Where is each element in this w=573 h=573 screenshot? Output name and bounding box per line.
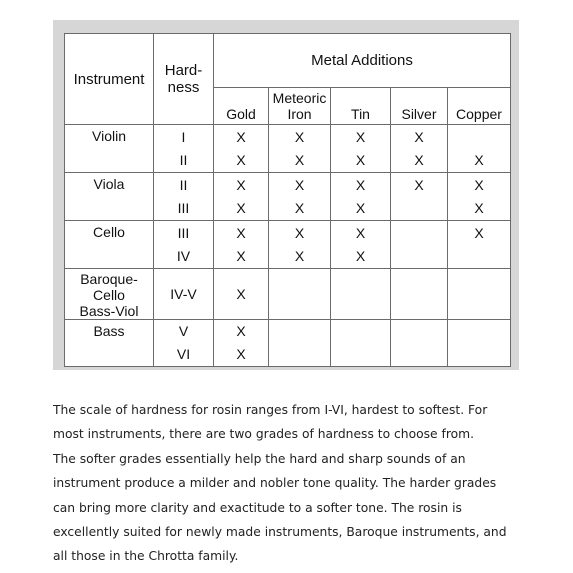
metal-cell — [331, 221, 391, 269]
instrument-cell — [65, 173, 154, 221]
metal-mark: X — [474, 151, 484, 168]
instrument-name: Cello — [93, 224, 125, 240]
metal-cell — [331, 320, 391, 367]
header-metal-label: Gold — [226, 106, 256, 122]
table-row — [65, 269, 511, 320]
header-instrument — [65, 34, 154, 125]
instrument-name: Cello — [93, 287, 125, 303]
metal-mark: X — [355, 247, 366, 264]
metal-cell — [391, 221, 448, 269]
metal-mark: X — [355, 128, 366, 145]
metal-cell — [269, 221, 331, 269]
instrument-cell — [65, 125, 154, 173]
metal-mark: X — [294, 128, 305, 145]
metal-cell — [214, 269, 269, 320]
hardness-grade: III — [177, 224, 190, 241]
header-hardness-line1: Hard- — [164, 62, 203, 79]
description-paragraph — [53, 398, 523, 569]
instrument-name: Bass — [93, 323, 125, 339]
metal-mark: X — [236, 224, 246, 241]
metal-mark: X — [236, 151, 246, 168]
metal-cell — [214, 320, 269, 367]
metal-cell — [214, 173, 269, 221]
hardness-grade: II — [179, 176, 188, 193]
table-row — [65, 173, 511, 221]
hardness-grade: I — [181, 128, 186, 145]
hardness-cell — [154, 125, 214, 173]
metal-cell — [214, 221, 269, 269]
description-line: The softer grades essentially help the hard and sharp sounds of an — [53, 451, 466, 466]
metal-mark: X — [294, 176, 305, 193]
header-metal-additions — [214, 34, 511, 88]
hardness-grade: IV — [176, 247, 191, 264]
hardness-cell — [154, 269, 214, 320]
metal-cell — [331, 269, 391, 320]
metal-cell — [269, 320, 331, 367]
metal-mark: X — [474, 176, 484, 193]
table-frame — [53, 20, 519, 370]
table-row — [65, 221, 511, 269]
hardness-grade: V — [178, 323, 189, 339]
header-hardness — [154, 34, 214, 125]
header-hardness-line2: ness — [167, 79, 200, 96]
metal-cell — [391, 269, 448, 320]
hardness-grade: III — [177, 199, 190, 216]
metal-mark: X — [294, 247, 305, 264]
description-line: The scale of hardness for rosin ranges from I-VI, hardest to softest. For — [53, 403, 488, 417]
metal-mark: X — [236, 323, 246, 339]
header-metal-label-line2: Iron — [287, 106, 312, 122]
instrument-name: Viola — [93, 176, 125, 192]
metal-mark: X — [236, 176, 246, 193]
header-metal-label: Tin — [351, 106, 370, 122]
metal-mark: X — [236, 199, 246, 216]
header-metal-label: Silver — [401, 106, 437, 122]
metal-cell — [269, 125, 331, 173]
header-instrument-label: Instrument — [73, 70, 145, 88]
metal-cell — [391, 173, 448, 221]
description-line: instrument produce a milder and nobler tone quality. The harder grades — [53, 476, 497, 491]
header-metal-1 — [269, 88, 331, 125]
metal-cell — [214, 125, 269, 173]
metal-cell — [448, 320, 511, 367]
metal-mark: X — [236, 346, 246, 362]
metal-mark: X — [414, 176, 424, 193]
metal-cell — [391, 320, 448, 367]
metal-cell — [391, 125, 448, 173]
hardness-cell — [154, 173, 214, 221]
metal-mark: X — [355, 224, 366, 241]
metal-mark: X — [294, 151, 305, 168]
description-line: excellently suited for newly made instruments, Baroque instruments, and — [53, 525, 507, 540]
metal-mark: X — [236, 247, 246, 264]
header-metal-label: Copper — [456, 106, 502, 122]
metal-mark: X — [355, 176, 366, 193]
metal-mark: X — [474, 199, 484, 216]
hardness-grade: II — [179, 151, 188, 168]
hardness-grade: VI — [176, 346, 191, 362]
instrument-name: Baroque- — [80, 271, 138, 287]
instrument-cell — [65, 221, 154, 269]
metal-mark: X — [414, 128, 424, 145]
metal-cell — [448, 173, 511, 221]
metal-mark: X — [474, 224, 484, 241]
metal-cell — [331, 173, 391, 221]
header-metal-label: Meteoric — [272, 90, 327, 106]
metal-cell — [269, 173, 331, 221]
table-row — [65, 125, 511, 173]
metal-cell — [448, 125, 511, 173]
header-metal-additions-label: Metal Additions — [311, 52, 413, 69]
instrument-name: Violin — [92, 128, 126, 144]
table-row — [65, 320, 511, 367]
metal-cell — [448, 221, 511, 269]
metal-mark: X — [236, 285, 246, 302]
metal-mark: X — [414, 151, 424, 168]
metal-mark: X — [294, 199, 305, 216]
description-line: most instruments, there are two grades of hardness to choose from. — [53, 427, 475, 442]
metal-mark: X — [355, 199, 366, 216]
metal-cell — [269, 269, 331, 320]
metal-cell — [331, 125, 391, 173]
description-line: all those in the Chrotta family. — [53, 549, 239, 564]
header-metal-2 — [331, 88, 391, 125]
header-metal-4 — [448, 88, 511, 125]
description-line: can bring more clarity and exactitude to a softer tone. The rosin is — [53, 500, 462, 515]
metal-mark: X — [294, 224, 305, 241]
header-row-top — [65, 34, 511, 88]
header-metal-0 — [214, 88, 269, 125]
rosin-hardness-table — [64, 33, 511, 367]
metal-mark: X — [236, 128, 246, 145]
instrument-name: Bass-Viol — [79, 303, 139, 319]
hardness-cell — [154, 320, 214, 367]
hardness-cell — [154, 221, 214, 269]
hardness-grade: IV-V — [170, 285, 197, 302]
instrument-cell — [65, 269, 154, 320]
metal-cell — [448, 269, 511, 320]
instrument-cell — [65, 320, 154, 367]
header-metal-3 — [391, 88, 448, 125]
metal-mark: X — [355, 151, 366, 168]
